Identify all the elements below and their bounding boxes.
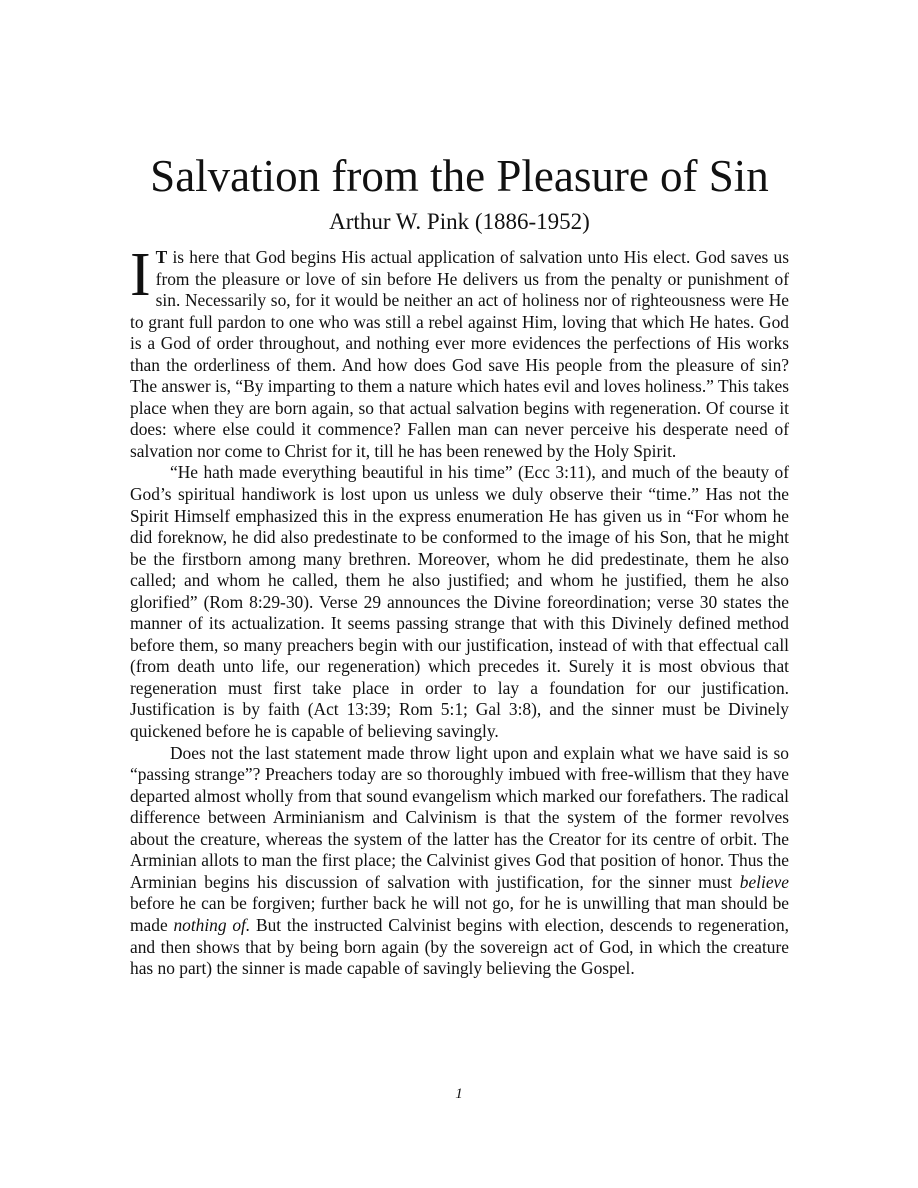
paragraph-3-part-2: before he can be forgiven; further back he will not go, for he is unwilling that man should be made [130,893,789,935]
paragraph-3-part-1: Does not the last statement made throw light upon and explain what we have said is so “passing strange”? Preachers today are so thoroughly imbued with free-willism that they have departed almost wholly from that sound evangelism which marked our forefathers. The radical difference between Arminianism and Calvinism is that the system of the former revolves about the creature, whereas the system of the latter has the Creator for its centre of orbit. The Arminian allots to man the first place; the Calvinist gives God that position of honor. Thus the Arminian begins his discussion of salvation with justification, for the sinner must [130,742,789,892]
paragraph-3 [130,743,789,980]
emphasis-believe: believe [739,871,789,892]
first-letter-bold: T [155,247,168,267]
document-page [130,150,789,980]
document-title: Salvation from the Pleasure of Sin [150,151,769,201]
document-body [130,241,789,980]
paragraph-2: “He hath made everything beautiful in his time” (Ecc 3:11), and much of the beauty of God’s spiritual handiwork is lost upon us unless we duly observe their “time.” Has not the Spirit Himself emphasized this in the express enumeration He has given us in “For whom he did foreknow, he did also predestinate to be conformed to the image of his Son, that he might be the firstborn among many brethren. Moreover, whom he did predestinate, them he also called; and whom he called, them he also justified; and whom he justified, them he also glorified” (Rom 8:29-30). Verse 29 announces the Divine foreordination; verse 30 states the manner of its actualization. It seems passing strange that with this Divinely defined method before them, so many preachers begin with our justification, instead of with that effectual call (from death unto life, our regeneration) which precedes it. Surely it is most obvious that regeneration must first take place in order to lay a foundation for our justification. Justification is by faith (Act 13:39; Rom 5:1; Gal 3:8), and the sinner must be Divinely quickened before he is capable of believing savingly. [130,462,789,742]
paragraph-1 [130,241,789,462]
emphasis-nothing-of: nothing of. [173,914,251,935]
paragraph-3-part-3: But the instructed Calvinist begins with election, descends to regeneration, and then shows that by being born again (by the sovereign act of God, in which the creature has no part) the sinner is made capable of savingly believing the Gospel. [130,914,789,979]
page-number: 1 [455,1086,463,1102]
document-author: Arthur W. Pink (1886-1952) [329,209,590,234]
drop-cap: I [130,241,151,309]
paragraph-1-text: is here that God begins His actual application of salvation unto His elect. God saves us from the pleasure or love of sin before He delivers us from the penalty or punishment of sin. Necessarily so, for it would be neither an act of holiness nor of righteousness were He to grant full pardon to one who was still a rebel against Him, loving that which He hates. God is a God of order throughout, and nothing ever more evidences the perfections of His works than the orderliness of them. And how does God save His people from the pleasure of sin? The answer is, “By imparting to them a nature which hates evil and loves holiness.” This takes place when they are born again, so that actual salvation begins with regeneration. Of course it does: where else could it commence? Fallen man can never perceive his desperate need of salvation nor come to Christ for it, till he has been renewed by the Holy Spirit. [130,247,789,461]
